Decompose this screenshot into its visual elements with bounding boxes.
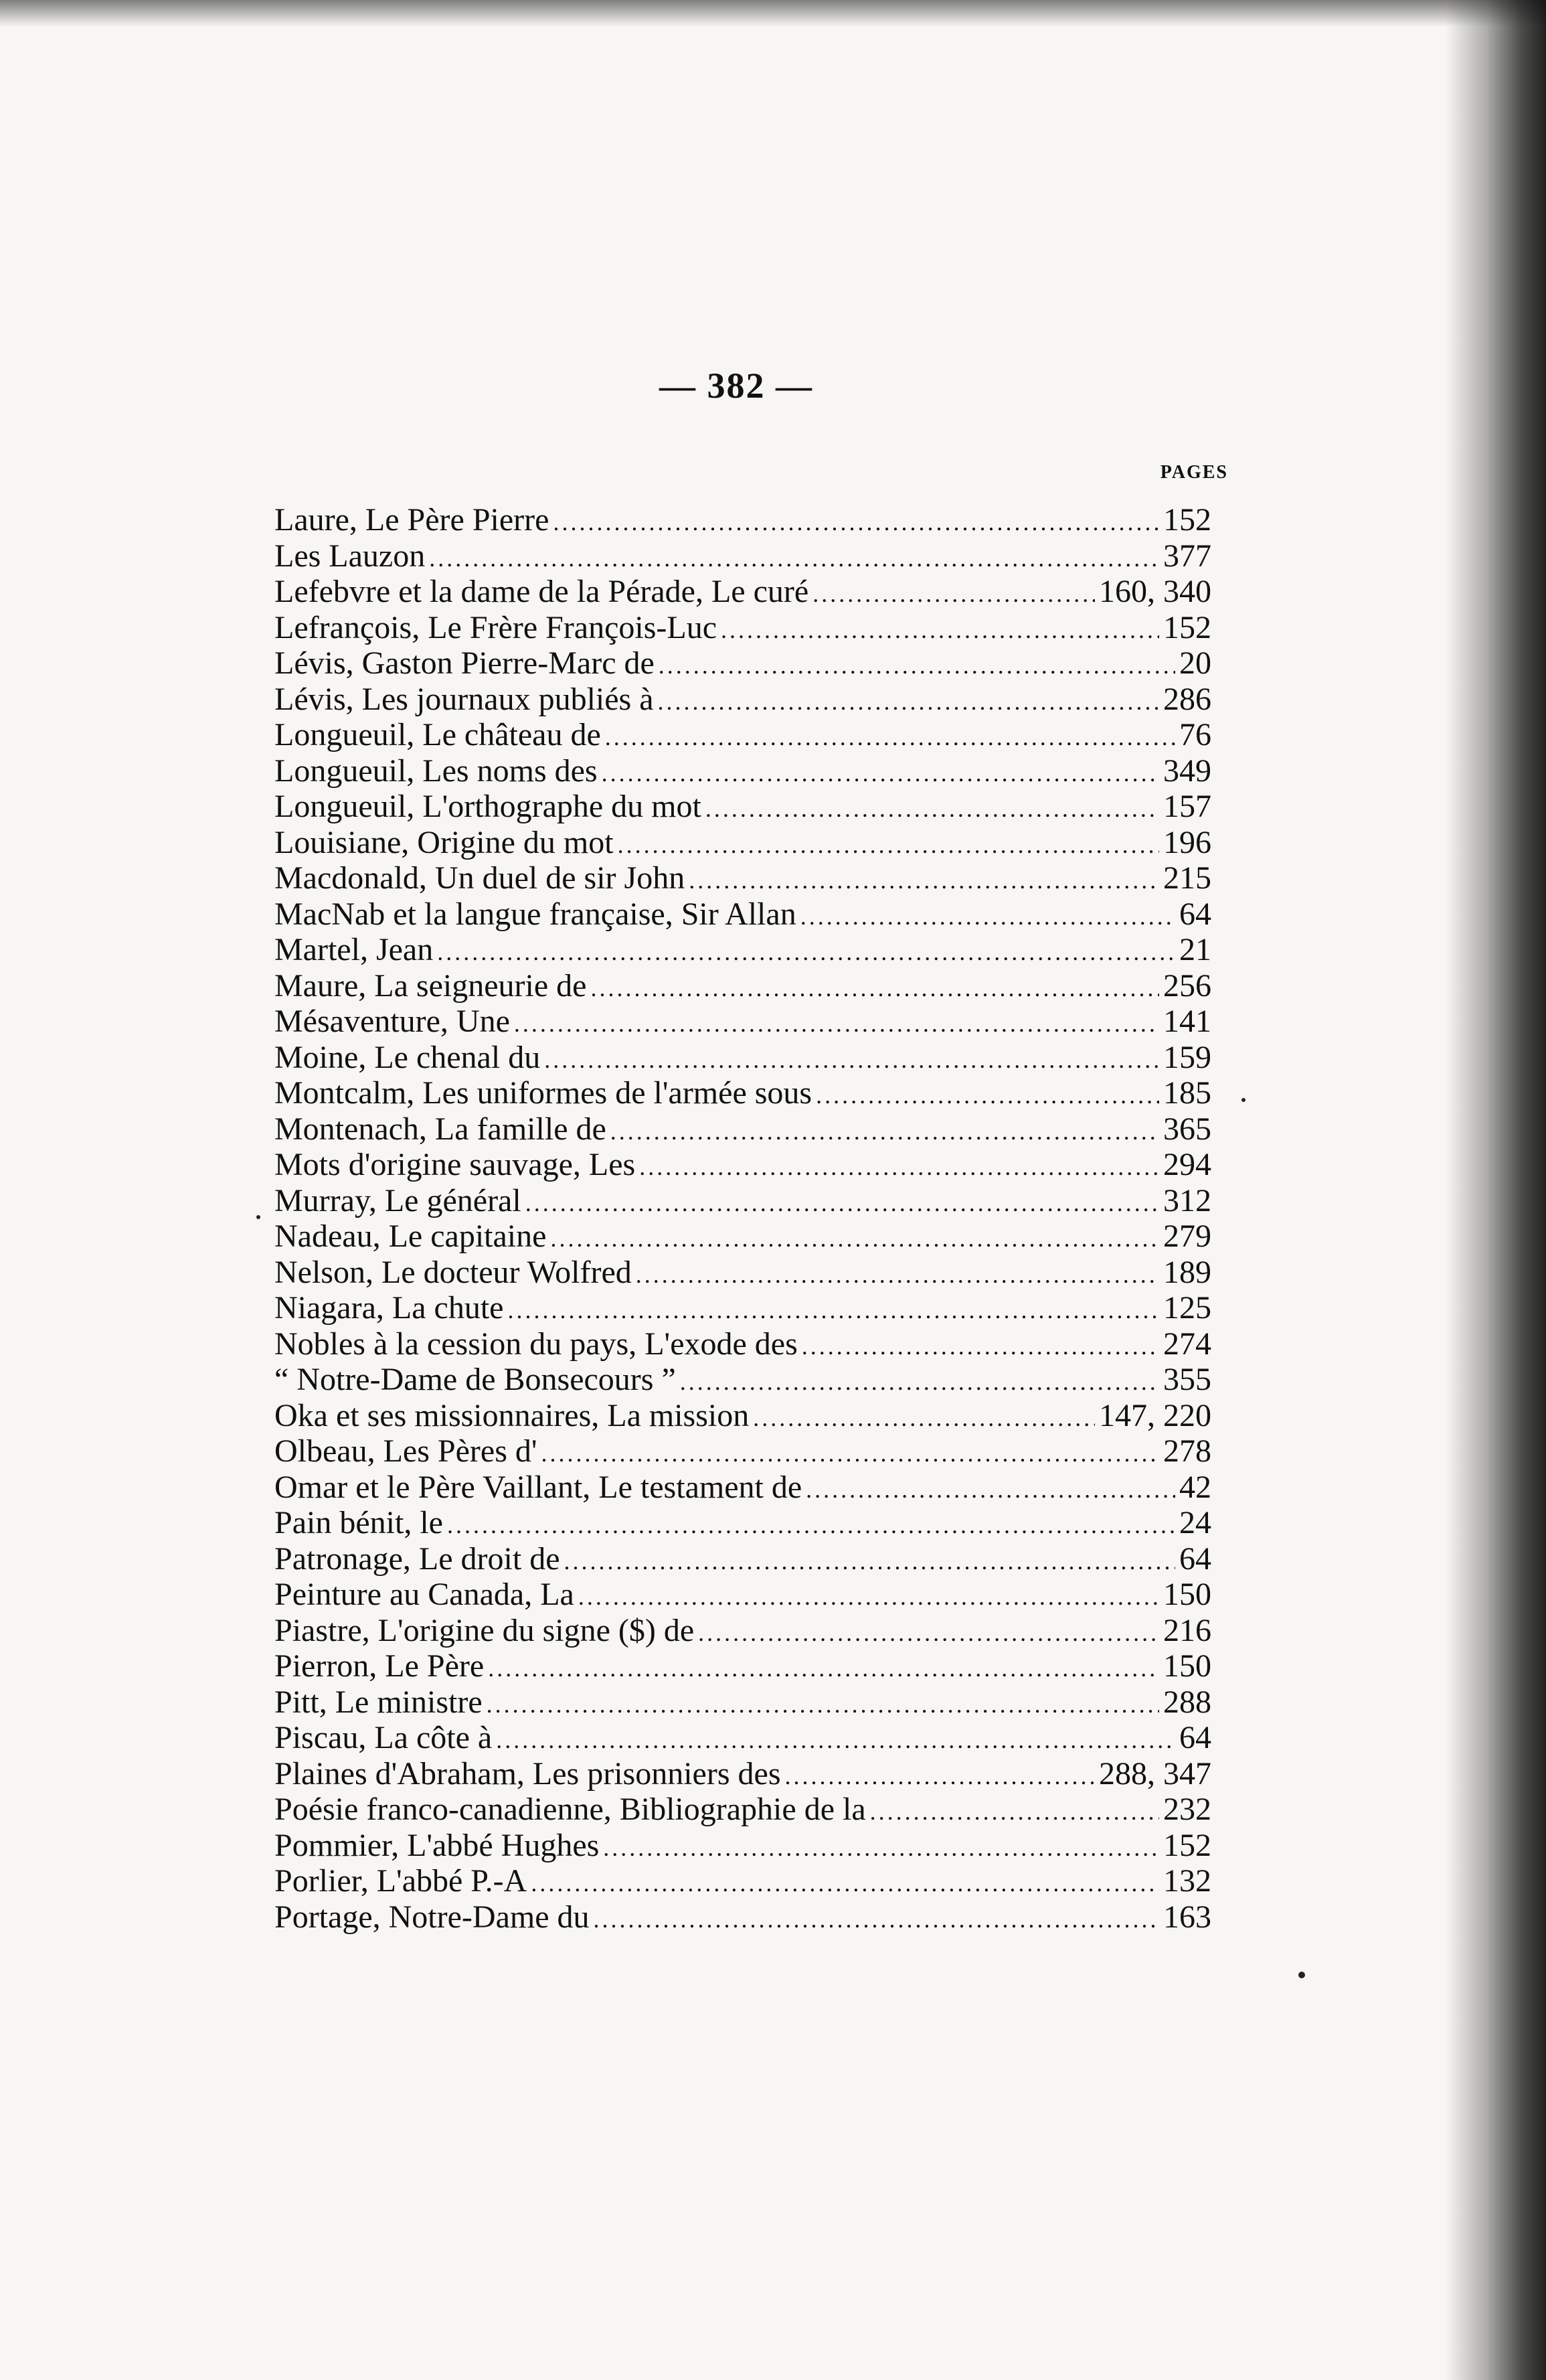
index-entry — [274, 1756, 1211, 1792]
entry-pages: 24 — [1179, 1505, 1211, 1540]
ink-speck — [1298, 1972, 1305, 1978]
entry-title: Niagara, La chute — [274, 1290, 504, 1326]
index-entry — [274, 1218, 1211, 1255]
index-entry — [274, 1720, 1211, 1756]
dot-leader — [659, 648, 1175, 684]
entry-pages: 278 — [1163, 1433, 1211, 1469]
entry-pages: 157 — [1163, 789, 1211, 824]
dot-leader — [680, 1364, 1159, 1401]
dot-leader — [488, 1651, 1159, 1687]
entry-pages: 64 — [1179, 1540, 1211, 1577]
entry-title: Patronage, Le droit de — [274, 1540, 560, 1577]
dot-leader — [721, 613, 1159, 649]
entry-title: Louisiane, Origine du mot — [274, 824, 614, 860]
dot-leader — [507, 1293, 1159, 1329]
entry-title: Nobles à la cession du pays, L'exode des — [274, 1326, 798, 1362]
index-entry — [274, 610, 1211, 646]
entry-title: Lévis, Gaston Pierre-Marc de — [274, 645, 655, 681]
entry-pages: 288, 347 — [1099, 1755, 1211, 1792]
entry-title: Nadeau, Le capitaine — [274, 1218, 547, 1254]
index-entry — [274, 1290, 1211, 1326]
entry-pages: 64 — [1179, 1720, 1211, 1755]
dot-leader — [705, 791, 1159, 827]
dot-leader — [698, 1615, 1159, 1652]
entry-title: Peinture au Canada, La — [274, 1577, 574, 1612]
index-entry — [274, 860, 1211, 896]
scan-top-shadow — [0, 0, 1546, 27]
entry-pages: 189 — [1163, 1254, 1211, 1290]
index-entry — [274, 1577, 1211, 1613]
entry-pages: 232 — [1163, 1792, 1211, 1827]
entry-pages: 349 — [1163, 752, 1211, 789]
index-entry — [274, 968, 1211, 1004]
entry-title: Piscau, La côte à — [274, 1720, 493, 1755]
entry-pages: 150 — [1163, 1648, 1211, 1684]
entry-pages: 159 — [1163, 1039, 1211, 1075]
entry-pages: 279 — [1163, 1218, 1211, 1254]
dot-leader — [812, 576, 1095, 613]
index-entry — [274, 682, 1211, 718]
index-entry — [274, 1684, 1211, 1721]
index-entry — [274, 1111, 1211, 1147]
entry-pages: 196 — [1163, 824, 1211, 860]
index-entry — [274, 538, 1211, 574]
dot-leader — [816, 1078, 1159, 1114]
entry-pages: 150 — [1163, 1577, 1211, 1612]
entry-pages: 274 — [1163, 1326, 1211, 1362]
index-entry — [274, 1398, 1211, 1434]
entry-title: Longueuil, L'orthographe du mot — [274, 789, 701, 824]
dot-leader — [785, 1759, 1096, 1795]
index-entry — [274, 1828, 1211, 1864]
dot-leader — [531, 1866, 1159, 1902]
scan-edge-shadow — [1446, 0, 1546, 2380]
index-entry — [274, 1362, 1211, 1398]
entry-pages: 141 — [1163, 1004, 1211, 1039]
entry-pages: 76 — [1179, 717, 1211, 752]
entry-pages: 216 — [1163, 1612, 1211, 1648]
dot-leader — [578, 1579, 1159, 1615]
index-list — [274, 502, 1211, 1935]
index-entry — [274, 825, 1211, 861]
entry-pages: 42 — [1179, 1469, 1211, 1505]
entry-pages: 355 — [1163, 1362, 1211, 1397]
index-entry — [274, 717, 1211, 753]
entry-title: Longueuil, Le château de — [274, 717, 601, 752]
entry-title: Longueuil, Les noms des — [274, 752, 598, 789]
entry-pages: 185 — [1163, 1075, 1211, 1111]
dot-leader — [639, 1149, 1159, 1186]
entry-pages: 152 — [1163, 1827, 1211, 1863]
entry-pages: 21 — [1179, 932, 1211, 967]
index-entry — [274, 1040, 1211, 1076]
entry-title: Poésie franco-canadienne, Bibliographie de la — [274, 1792, 866, 1827]
entry-title: Mots d'origine sauvage, Les — [274, 1147, 636, 1182]
dot-leader — [564, 1544, 1175, 1580]
dot-leader — [553, 505, 1159, 541]
index-entry — [274, 1075, 1211, 1111]
index-entry — [274, 1255, 1211, 1291]
index-entry — [274, 1147, 1211, 1183]
index-entry — [274, 574, 1211, 610]
ink-speck — [1241, 1098, 1246, 1102]
entry-pages: 294 — [1163, 1147, 1211, 1182]
entry-title: Porlier, L'abbé P.-A — [274, 1863, 527, 1899]
entry-title: Plaines d'Abraham, Les prisonniers des — [274, 1755, 781, 1792]
index-entry — [274, 932, 1211, 968]
entry-pages: 215 — [1163, 860, 1211, 896]
dot-leader — [800, 899, 1175, 935]
page-number: — 382 — — [659, 366, 813, 406]
entry-title: Portage, Notre-Dame du — [274, 1899, 590, 1935]
entry-pages: 152 — [1163, 609, 1211, 645]
entry-title: “ Notre-Dame de Bonsecours ” — [274, 1362, 676, 1397]
index-entry — [274, 1613, 1211, 1649]
index-entry — [274, 1433, 1211, 1470]
index-entry — [274, 1470, 1211, 1506]
entry-pages: 147, 220 — [1099, 1397, 1211, 1433]
entry-title: Moine, Le chenal du — [274, 1039, 541, 1075]
dot-leader — [437, 935, 1175, 971]
entry-title: Murray, Le général — [274, 1182, 521, 1218]
index-entry — [274, 1792, 1211, 1828]
dot-leader — [605, 720, 1175, 756]
entry-title: Montcalm, Les uniformes de l'armée sous — [274, 1075, 812, 1111]
dot-leader — [514, 1006, 1159, 1042]
index-entry — [274, 502, 1211, 538]
dot-leader — [870, 1794, 1159, 1830]
entry-pages: 152 — [1163, 502, 1211, 538]
entry-title: Montenach, La famille de — [274, 1111, 606, 1147]
entry-title: Macdonald, Un duel de sir John — [274, 860, 685, 896]
dot-leader — [618, 827, 1159, 864]
entry-title: Pierron, Le Père — [274, 1648, 485, 1684]
dot-leader — [689, 863, 1159, 899]
entry-pages: 163 — [1163, 1899, 1211, 1935]
dot-leader — [550, 1221, 1159, 1257]
index-entry — [274, 1505, 1211, 1541]
entry-pages: 377 — [1163, 538, 1211, 574]
dot-leader — [603, 1830, 1159, 1867]
entry-title: Laure, Le Père Pierre — [274, 502, 549, 538]
entry-title: Omar et le Père Vaillant, Le testament de — [274, 1469, 802, 1505]
entry-title: MacNab et la langue française, Sir Allan — [274, 896, 796, 932]
entry-title: Lévis, Les journaux publiés à — [274, 681, 654, 717]
entry-pages: 256 — [1163, 967, 1211, 1004]
index-entry — [274, 896, 1211, 933]
index-entry — [274, 753, 1211, 789]
entry-title: Pommier, L'abbé Hughes — [274, 1827, 600, 1863]
index-entry — [274, 1899, 1211, 1935]
dot-leader — [802, 1329, 1159, 1365]
dot-leader — [544, 1042, 1159, 1079]
entry-title: Mésaventure, Une — [274, 1004, 510, 1039]
entry-title: Lefrançois, Le Frère François-Luc — [274, 609, 717, 645]
entry-title: Maure, La seigneurie de — [274, 967, 587, 1004]
index-entry — [274, 1648, 1211, 1684]
index-entry — [274, 1541, 1211, 1577]
entry-title: Oka et ses missionnaires, La mission — [274, 1397, 750, 1433]
entry-title: Pitt, Le ministre — [274, 1684, 483, 1720]
dot-leader — [590, 971, 1159, 1007]
entry-pages: 312 — [1163, 1182, 1211, 1218]
dot-leader — [636, 1257, 1159, 1293]
dot-leader — [594, 1902, 1159, 1938]
index-entry — [274, 1004, 1211, 1040]
entry-pages: 64 — [1179, 896, 1211, 932]
entry-pages: 160, 340 — [1099, 574, 1211, 609]
entry-title: Olbeau, Les Pères d' — [274, 1433, 537, 1469]
entry-pages: 286 — [1163, 681, 1211, 717]
entry-title: Piastre, L'origine du signe ($) de — [274, 1612, 695, 1648]
dot-leader — [525, 1186, 1159, 1222]
index-entry — [274, 1183, 1211, 1219]
dot-leader — [496, 1723, 1175, 1759]
index-entry — [274, 1863, 1211, 1899]
index-entry — [274, 645, 1211, 682]
dot-leader — [541, 1436, 1159, 1472]
dot-leader — [806, 1472, 1175, 1508]
entry-title: Pain bénit, le — [274, 1505, 443, 1540]
entry-title: Nelson, Le docteur Wolfred — [274, 1254, 632, 1290]
entry-title: Martel, Jean — [274, 932, 434, 967]
entry-title: Lefebvre et la dame de la Pérade, Le curé — [274, 574, 809, 609]
entry-pages: 20 — [1179, 645, 1211, 681]
dot-leader — [658, 684, 1159, 720]
entry-pages: 365 — [1163, 1111, 1211, 1147]
index-entry — [274, 789, 1211, 825]
entry-pages: 288 — [1163, 1684, 1211, 1720]
dot-leader — [447, 1508, 1175, 1544]
dot-leader — [602, 756, 1159, 792]
dot-leader — [610, 1114, 1159, 1150]
entry-title: Les Lauzon — [274, 538, 426, 574]
entry-pages: 125 — [1163, 1290, 1211, 1326]
index-entry — [274, 1326, 1211, 1362]
dot-leader — [487, 1687, 1159, 1723]
entry-pages: 132 — [1163, 1863, 1211, 1899]
ink-speck — [256, 1215, 260, 1219]
dot-leader — [429, 541, 1159, 577]
dot-leader — [753, 1401, 1095, 1437]
pages-column-header: PAGES — [1160, 462, 1228, 483]
